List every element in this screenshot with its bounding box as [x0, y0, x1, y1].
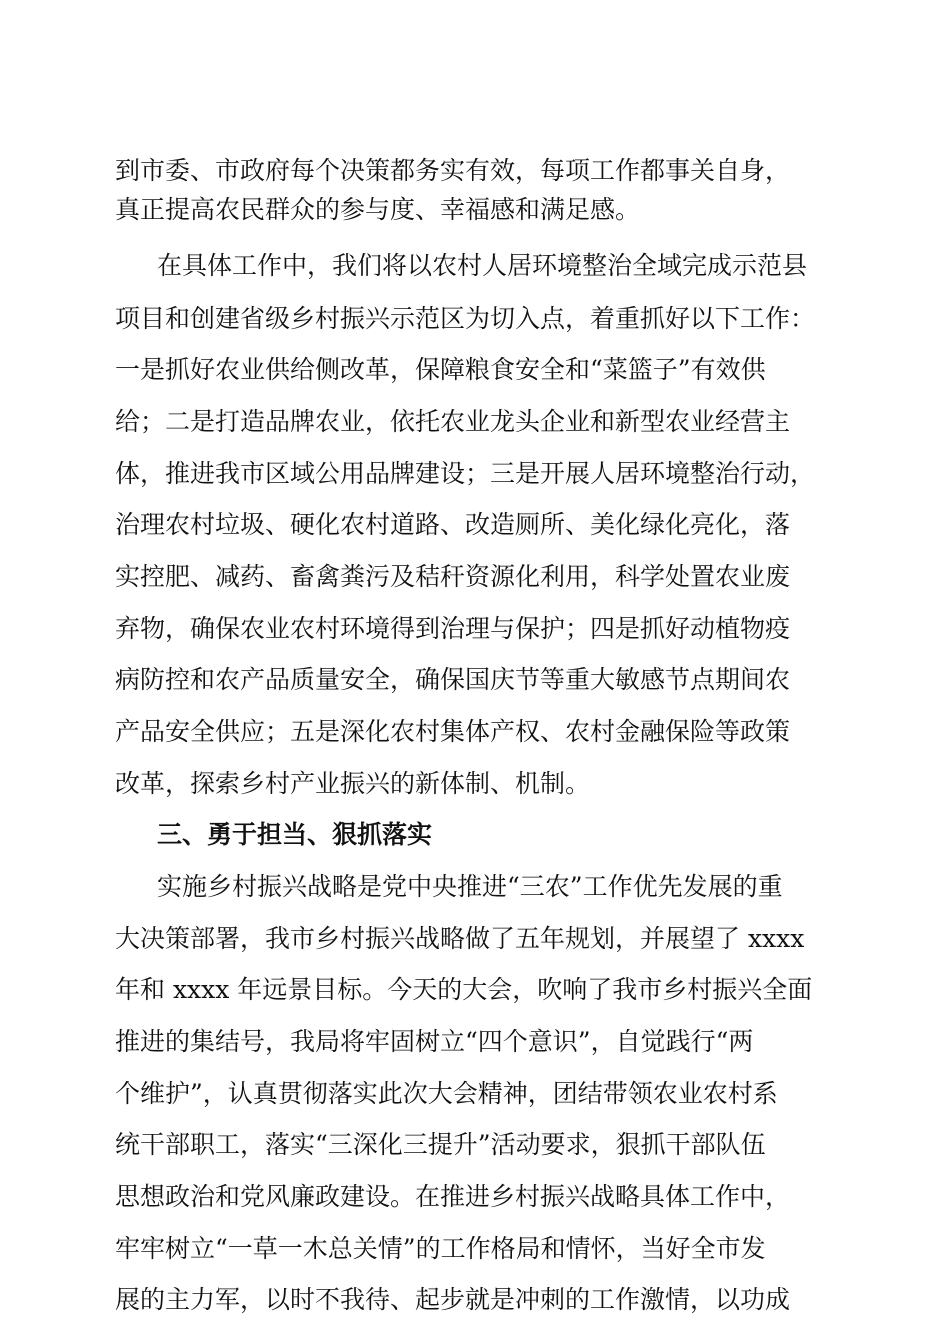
paragraph-line: 展的主力军，以时不我待、起步就是冲刺的工作激情，以功成	[115, 1285, 791, 1314]
paragraph-line: 实施乡村振兴战略是党中央推进“三农”工作优先发展的重	[157, 872, 783, 901]
section-heading: 三、勇于担当、狠抓落实	[157, 820, 433, 849]
paragraph-line: 一是抓好农业供给侧改革，保障粮食安全和“菜篮子”有效供	[115, 355, 766, 384]
paragraph-line: 大决策部署，我市乡村振兴战略做了五年规划，并展望了 xxxx	[115, 924, 805, 953]
paragraph-line: 牢牢树立“一草一木总关情”的工作格局和情怀，当好全市发	[115, 1234, 766, 1263]
paragraph-line: 个维护”，认真贯彻落实此次大会精神，团结带领农业农村系	[115, 1079, 778, 1108]
paragraph-line: 病防控和农产品质量安全，确保国庆节等重大敏感节点期间农	[115, 665, 791, 694]
paragraph-line: 思想政治和党风廉政建设。在推进乡村振兴战略具体工作中，	[115, 1182, 791, 1211]
paragraph-line: 改革，探索乡村产业振兴的新体制、机制。	[115, 769, 591, 798]
paragraph-line: 实控肥、减药、畜禽粪污及秸秆资源化利用，科学处置农业废	[115, 562, 791, 591]
paragraph-line: 产品安全供应；五是深化农村集体产权、农村金融保险等政策	[115, 717, 791, 746]
paragraph-line: 年和 xxxx 年远景目标。今天的大会，吹响了我市乡村振兴全面	[115, 975, 813, 1004]
paragraph-line: 给；二是打造品牌农业，依托农业龙头企业和新型农业经营主	[115, 407, 791, 436]
paragraph-line: 真正提高农民群众的参与度、幸福感和满足感。	[115, 195, 641, 224]
paragraph-line: 到市委、市政府每个决策都务实有效，每项工作都事关自身，	[115, 156, 791, 185]
paragraph-line: 推进的集结号，我局将牢固树立“四个意识”，自觉践行“两	[115, 1027, 754, 1056]
paragraph-line: 统干部职工，落实“三深化三提升”活动要求，狠抓干部队伍	[115, 1130, 766, 1159]
paragraph-line: 体，推进我市区域公用品牌建设；三是开展人居环境整治行动，	[115, 459, 816, 488]
paragraph-line: 弃物，确保农业农村环境得到治理与保护；四是抓好动植物疫	[115, 614, 791, 643]
paragraph-line: 项目和创建省级乡村振兴示范区为切入点，着重抓好以下工作：	[115, 304, 816, 333]
paragraph-line: 治理农村垃圾、硬化农村道路、改造厕所、美化绿化亮化，落	[115, 510, 791, 539]
paragraph-line: 在具体工作中，我们将以农村人居环境整治全域完成示范县	[157, 251, 808, 280]
